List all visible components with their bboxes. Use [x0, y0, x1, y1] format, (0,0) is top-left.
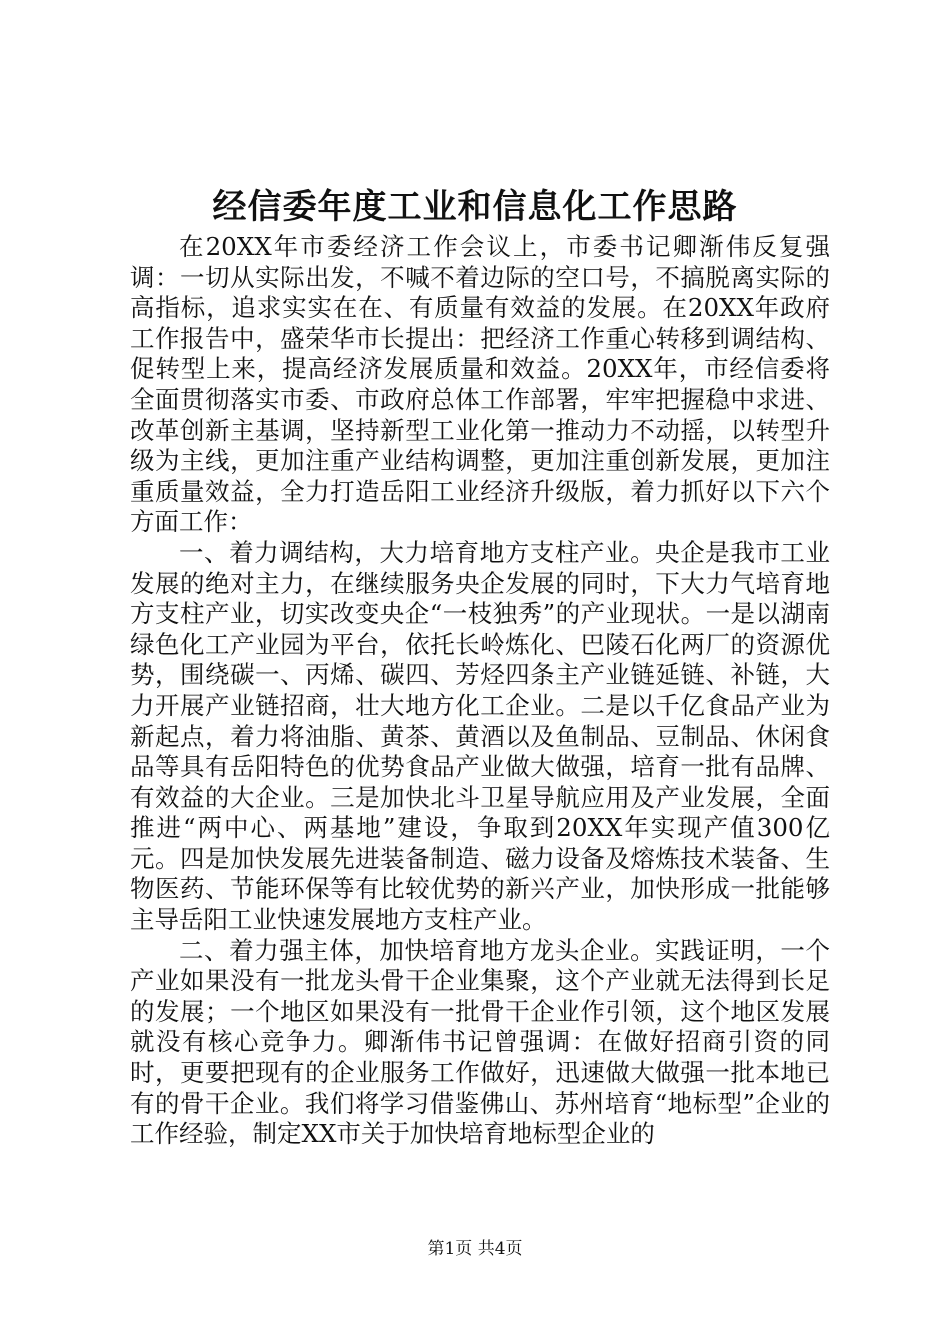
- paragraph-section-2: 二、着力强主体，加快培育地方龙头企业。实践证明，一个产业如果没有一批龙头骨干企业集聚，这个产业就无法得到长足的发展；一个地区如果没有一批骨干企业作引领，这个地区发展就没有核心竞争力。卿渐伟书记曾强调：在做好招商引资的同时，更要把现有的企业服务工作做好，迅速做大做强一批本地已有的骨干企业。我们将学习借鉴佛山、苏州培育“地标型”企业的工作经验，制定XX市关于加快培育地标型企业的: [130, 935, 830, 1149]
- document-body: [130, 232, 830, 1150]
- paragraph-section-1: 一、着力调结构，大力培育地方支柱产业。央企是我市工业发展的绝对主力，在继续服务央企发展的同时，下大力气培育地方支柱产业，切实改变央企“一枝独秀”的产业现状。一是以湖南绿色化工产业园为平台，依托长岭炼化、巴陵石化两厂的资源优势，围绕碳一、丙烯、碳四、芳烃四条主产业链延链、补链，大力开展产业链招商，壮大地方化工企业。二是以千亿食品产业为新起点，着力将油脂、黄茶、黄酒以及鱼制品、豆制品、休闲食品等具有岳阳特色的优势食品产业做大做强，培育一批有品牌、有效益的大企业。三是加快北斗卫星导航应用及产业发展，全面推进“两中心、两基地”建设，争取到20XX年实现产值300亿元。四是加快发展先进装备制造、磁力设备及熔炼技术装备、生物医药、节能环保等有比较优势的新兴产业，加快形成一批能够主导岳阳工业快速发展地方支柱产业。: [130, 537, 830, 935]
- document-title: 经信委年度工业和信息化工作思路: [212, 187, 738, 227]
- page-number-footer: 第1页 共4页: [427, 1239, 523, 1259]
- paragraph-intro: 在20XX年市委经济工作会议上，市委书记卿渐伟反复强调：一切从实际出发，不喊不着边际的空口号，不搞脱离实际的高指标，追求实实在在、有质量有效益的发展。在20XX年政府工作报告中，盛荣华市长提出：把经济工作重心转移到调结构、促转型上来，提高经济发展质量和效益。20XX年，市经信委将全面贯彻落实市委、市政府总体工作部署，牢牢把握稳中求进、改革创新主基调，坚持新型工业化第一推动力不动摇，以转型升级为主线，更加注重产业结构调整，更加注重创新发展，更加注重质量效益，全力打造岳阳工业经济升级版，着力抓好以下六个方面工作：: [130, 232, 830, 537]
